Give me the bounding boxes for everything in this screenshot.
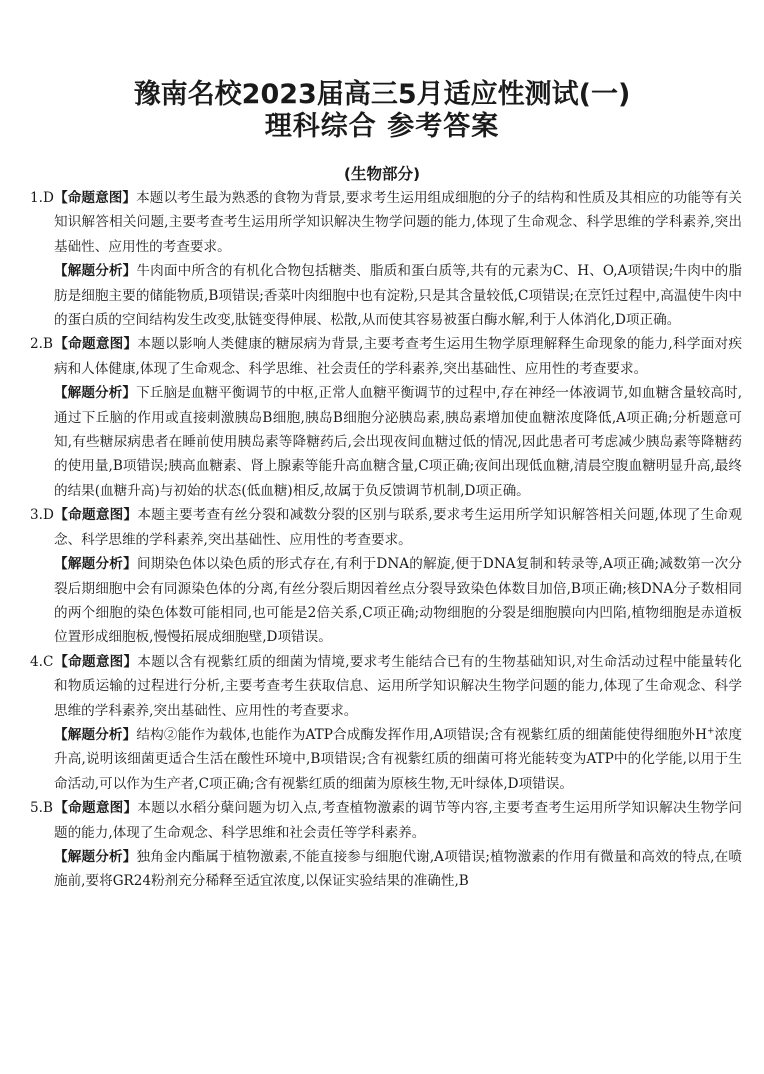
analysis-label: 【解题分析】	[54, 726, 137, 743]
exam-title: 豫南名校2023届高三5月适应性测试(一)	[133, 79, 631, 110]
analysis-label: 【解题分析】	[54, 848, 137, 865]
intent-label: 【命题意图】	[54, 190, 137, 206]
exam-subtitle: 理科综合 参考答案	[264, 111, 500, 142]
intent-paragraph	[30, 650, 742, 723]
analysis-text: 牛肉面中所含的有机化合物包括糖类、脂质和蛋白质等,共有的元素为C、H、O,A项错误;牛肉中的脂肪是细胞主要的储能物质,B项错误;香菜叶肉细胞中也有淀粉,只是其含量较低,C项错误;在烹饪过程中,高温使牛肉中的蛋白质的空间结构发生改变,肽链变得伸展、松散,从而使其容易被蛋白酶水解,利于人体消化,D项正确。	[54, 263, 743, 329]
superscript-plus: +	[707, 726, 715, 737]
answer-item	[30, 503, 742, 649]
intent-label: 【命题意图】	[54, 653, 138, 670]
intent-label: 【命题意图】	[54, 336, 138, 353]
analysis-text: 下丘脑是血糖平衡调节的中枢,正常人血糖平衡调节的过程中,存在神经一体液调节,如血糖含量较高时,通过下丘脑的作用或直接刺激胰岛B细胞,胰岛B细胞分泌胰岛素,胰岛素增加使血糖浓度降低,A项正确;分析题意可知,有些糖尿病患者在睡前使用胰岛素等降糖药后,会出现夜间血糖过低的情况,因此患者可考虑减少胰岛素等降糖药的使用量,B项错误;胰高血糖素、肾上腺素等能升高血糖含量,C项正确;夜间出现低血糖,清晨空腹血糖明显升高,最终的结果(血糖升高)与初始的状态(低血糖)相反,故属于负反馈调节机制,D项正确。	[54, 385, 743, 499]
analysis-label: 【解题分析】	[54, 385, 137, 402]
analysis-text-part1: 结构②能作为载体,也能作为ATP合成酶发挥作用,A项错误;含有视紫红质的细菌能使得细胞外H	[136, 726, 707, 743]
analysis-label: 【解题分析】	[54, 263, 137, 280]
intent-paragraph	[30, 503, 742, 552]
analysis-label: 【解题分析】	[54, 556, 137, 573]
answer-item	[30, 796, 742, 894]
intent-text: 本题主要考查有丝分裂和减数分裂的区别与联系,要求考生运用所学知识解答相关问题,体现了生命观念、科学思维的学科素养,突出基础性、应用性的考查要求。	[54, 507, 743, 548]
intent-paragraph	[30, 332, 742, 381]
intent-text: 本题以考生最为熟悉的食物为背景,要求考生运用组成细胞的分子的结构和性质及其相应的功能等有关知识解答相关问题,主要考查考生运用所学知识解决生物学问题的能力,体现了生命观念、科学思维的学科素养,突出基础性、应用性的考查要求。	[54, 190, 742, 255]
analysis-paragraph	[30, 723, 742, 796]
intent-paragraph	[30, 796, 742, 845]
intent-text: 本题以含有视紫红质的细菌为情境,要求考生能结合已有的生物基础知识,对生命活动过程中能量转化和物质运输的过程进行分析,主要考查考生获取信息、运用所学知识解决生物学问题的能力,体现了生命观念、科学思维的学科素养,突出基础性、应用性的考查要求。	[54, 653, 743, 719]
answer-number: 2.B	[30, 336, 53, 353]
answer-number: 4.C	[30, 653, 54, 670]
section-heading: (生物部分)	[343, 165, 421, 183]
answer-number: 3.D	[30, 507, 54, 524]
answer-item	[30, 186, 742, 332]
analysis-paragraph	[30, 259, 742, 332]
answer-list	[30, 186, 742, 894]
answer-number: 5.B	[30, 800, 53, 817]
answer-item	[30, 332, 742, 503]
answer-item	[30, 650, 742, 796]
intent-paragraph	[30, 186, 742, 259]
answer-number: 1.D	[30, 190, 54, 206]
analysis-text: 独角金内酯属于植物激素,不能直接参与细胞代谢,A项错误;植物激素的作用有微量和高效的特点,在喷施前,要将GR24粉剂充分稀释至适宜浓度,以保证实验结果的准确性,B	[54, 848, 743, 890]
intent-text: 本题以影响人类健康的糖尿病为背景,主要考查考生运用生物学原理解释生命现象的能力,科学面对疾病和人体健康,体现了生命观念、科学思维、社会责任的学科素养,突出基础性、应用性的考查要求。	[54, 336, 743, 377]
intent-label: 【命题意图】	[54, 800, 138, 817]
analysis-paragraph	[30, 381, 742, 503]
analysis-text: 间期染色体以染色质的形式存在,有利于DNA的解旋,便于DNA复制和转录等,A项正确;减数第一次分裂后期细胞中会有同源染色体的分离,有丝分裂后期因着丝点分裂导致染色体数目加倍,B项正确;核DNA分子数相同的两个细胞的染色体数可能相同,也可能是2倍关系,C项正确;动物细胞的分裂是细胞膜向内凹陷,植物细胞是赤道板位置形成细胞板,慢慢拓展成细胞壁,D项错误。	[54, 556, 743, 646]
analysis-text-part2: 浓度升高,说明该细菌更适合生活在酸性环境中,B项错误;含有视紫红质的细菌可将光能转变为ATP中的化学能,以用于生命活动,可以作为生产者,C项正确;含有视紫红质的细菌为原核生物,无叶绿体,D项错误。	[54, 726, 743, 792]
intent-text: 本题以水稻分蘖问题为切入点,考查植物激素的调节等内容,主要考查考生运用所学知识解决生物学问题的能力,体现了生命观念、科学思维和社会责任等学科素养。	[54, 800, 743, 841]
analysis-paragraph	[30, 845, 742, 894]
analysis-paragraph	[30, 552, 742, 650]
intent-label: 【命题意图】	[54, 507, 138, 524]
